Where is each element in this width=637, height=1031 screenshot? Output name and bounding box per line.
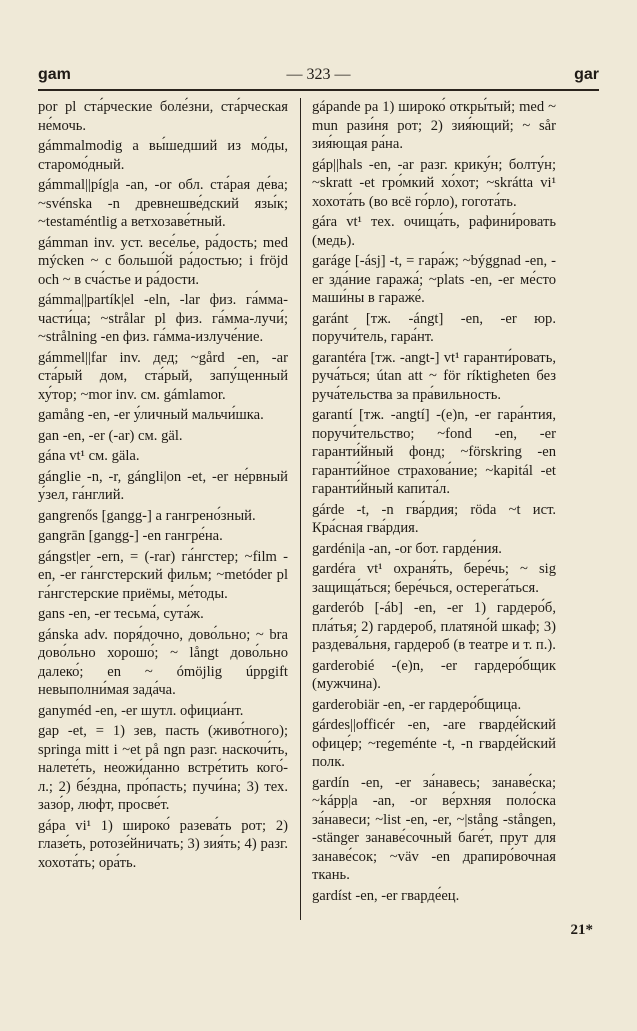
dictionary-entry: garantéra [тж. -angt-] vt¹ гаранти́ровать, руча́ться; útan att ~ för ríktigheten без руча́тельства за пра́вильность. [312, 349, 556, 403]
dictionary-entry: por pl ста́рческие боле́зни, ста́рческая не́мочь. [38, 99, 288, 134]
dictionary-entry: gangrān [gangg-] -en гангре́на. [38, 528, 223, 544]
dictionary-entry: gáp||hals -en, -ar разг. крику́н; болту́н; ~skratt -et гро́мкий хо́хот; ~skrátta vi¹ хохота́ть (во всё го́рло), гогота́ть. [312, 156, 556, 210]
dictionary-entry: gárde -t, -n гва́рдия; röda ~t ист. Кра́сная гва́рдия. [312, 501, 556, 536]
column-divider [300, 98, 301, 920]
dictionary-entry: gápande pa 1) широко́ откры́тый; med ~ mun рази́ня рот; 2) зия́ющий; ~ sår зия́ющая ра́на. [312, 99, 556, 152]
dictionary-entry: gánska adv. поря́дочно, дово́льно; ~ bra дово́льно хорошо́; ~ långt дово́льно далеко́; en ~ ómöjlig úppgift невыполни́мая зада́ча. [38, 626, 288, 698]
dictionary-entry: gans -en, -er тесьма́, сута́ж. [38, 606, 204, 622]
dictionary-entry: garantí [тж. -angtí] -(e)n, -er гара́нтия, поручи́тельство; ~fond -en, -er гаранти́йный фонд; ~förskring -en гаранти́йное страхова́ние; ~kapitál -et гаранти́йный капита́л. [312, 407, 556, 497]
last-headword-guide: gar [574, 66, 599, 83]
dictionary-entry: gánglie -n, -r, gángli|on -et, -er не́рвный у́зел, га́нглий. [38, 468, 288, 503]
page-header [38, 66, 599, 88]
left-column [38, 98, 288, 874]
dictionary-entry: garánt [тж. -ángt] -en, -er юр. поручи́тель, гара́нт. [312, 310, 556, 345]
right-column [312, 98, 556, 907]
dictionary-entry: gangrenős [gangg-] a гангрено́зный. [38, 507, 256, 524]
dictionary-entry: gardíst -en, -er гварде́ец. [312, 887, 460, 904]
dictionary-entry: gardín -en, -er за́навесь; занаве́ска; ~kápp|a -an, -or ве́рхняя поло́ска за́навеси; ~list -en, -er, ~|stång -stången, -stänger занаве́сочный баге́т, прут для занаве́сок; ~väv -en драпиро́вочная ткань. [312, 774, 556, 883]
dictionary-entry: garderobié -(e)n, -er гардеро́бщик (мужчина). [312, 657, 556, 692]
dictionary-entry: gápa vi¹ 1) широко́ разева́ть рот; 2) глазе́ть, ротозе́йничать; 3) зия́ть; 4) разг. хохота́ть; ора́ть. [38, 817, 288, 871]
dictionary-entry: garáge [-ásj] -t, = гара́ж; ~býggnad -en, -er зда́ние гаража́; ~plats -en, -er ме́сто маши́ны в гараже́. [312, 253, 556, 306]
dictionary-entry: gámmel||far inv. дед; ~gård -en, -ar ста́рый дом, ста́рый, запу́щенный ху́тор; ~mor inv. см. gámlamor. [38, 349, 288, 403]
dictionary-entry: gap -et, = 1) зев, пасть (живо́тного); springa mitt i ~et på ngn разг. наскочи́ть, налете́ть, неожи́данно встре́тить кого́-л.; 2) бе́здна, про́пасть; пучи́на; 3) тех. зазо́р, люфт, просве́т. [38, 723, 288, 813]
dictionary-entry: gámmalmodig a вы́шедший из мо́ды, старомо́дный. [38, 138, 288, 173]
dictionary-entry: gángst|er -ern, = (-rar) га́нгстер; ~film -en, -er га́нгстерский фильм; ~metóder pl га́нгстерские приёмы, ме́тоды. [38, 548, 288, 602]
dictionary-entry: garderobiär -en, -er гардеро́бщица. [312, 696, 522, 713]
signature-mark: 21* [570, 922, 593, 938]
dictionary-entry: gára vt¹ тех. очища́ть, рафини́ровать (медь). [312, 214, 556, 249]
header-rule [38, 89, 599, 91]
page-number: — 323 — [286, 66, 351, 83]
dictionary-entry: garderób [-áb] -en, -er 1) гардеро́б, пла́тья; 2) гардероб, платяно́й шкаф; 3) раздева́льня, гардероб (в театре и т. п.). [312, 600, 556, 653]
dictionary-entry: gamång -en, -er у́личный мальчи́шка. [38, 407, 264, 423]
first-headword-guide: gam [38, 66, 71, 83]
dictionary-entry: gána vt¹ см. gäla. [38, 448, 140, 464]
dictionary-entry: gárdes||officér -en, -are гварде́йский офице́р; ~regeménte -t, -n гварде́йский полк. [312, 717, 556, 770]
dictionary-entry: ganyméd -en, -er шутл. официа́нт. [38, 702, 244, 719]
dictionary-entry: gámma||partík|el -eln, -lar физ. га́мма-части́ца; ~strålar pl физ. га́мма-лучи́; ~strålning -en физ. га́мма-излуче́ние. [38, 292, 288, 345]
dictionary-entry: gámman inv. уст. весе́лье, ра́дость; med mýcken ~ с большо́й ра́достью; i fröjd och ~ в сча́стье и ра́дости. [38, 234, 288, 288]
dictionary-entry: gardéra vt¹ охраня́ть, бере́чь; ~ sig защища́ться; бере́чься, остерега́ться. [312, 561, 556, 596]
dictionary-entry: gan -en, -er (-ar) см. gäl. [38, 427, 183, 444]
dictionary-entry: gámmal||píg|a -an, -or обл. ста́рая де́ва; ~svénska -n древнешве́дский язы́к; ~testaméntlig a ветхозаве́тный. [38, 177, 288, 230]
dictionary-entry: gardéni|a -an, -or бот. гарде́ния. [312, 540, 502, 557]
